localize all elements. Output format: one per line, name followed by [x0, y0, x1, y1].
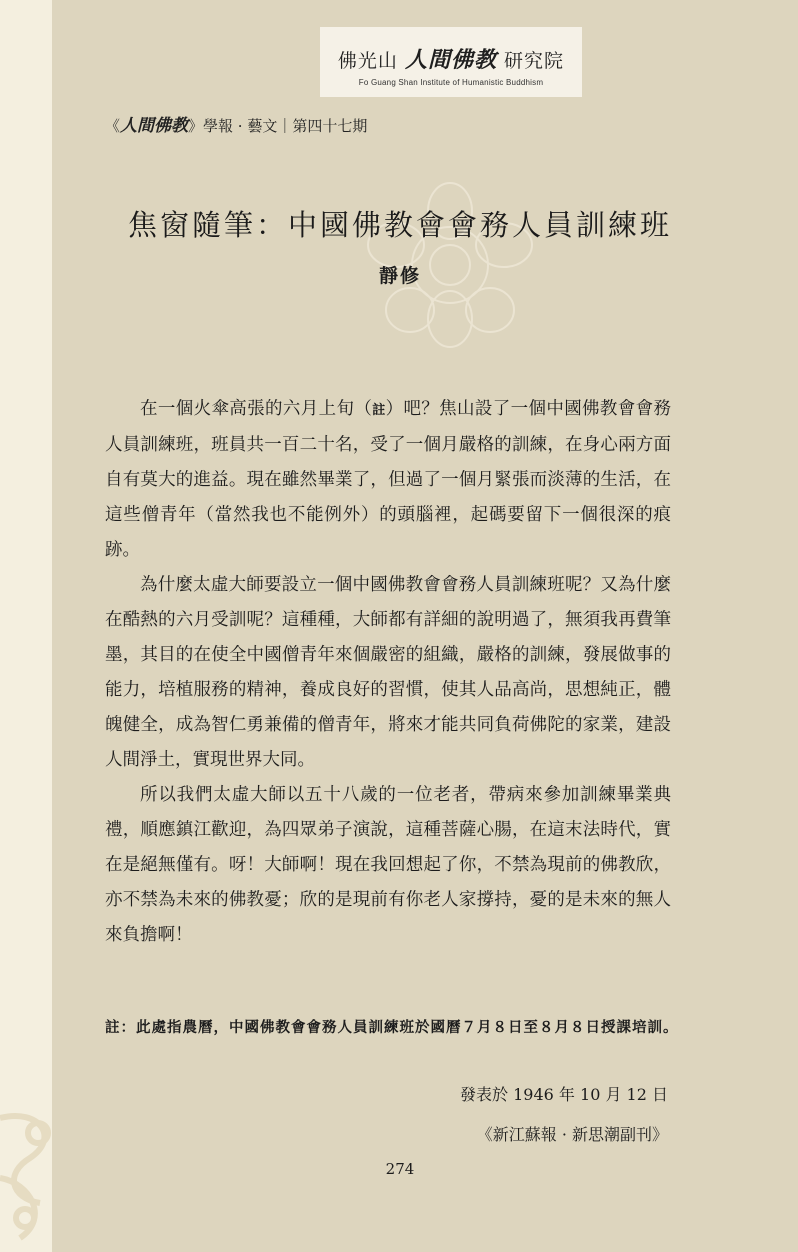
- logo-suffix: 研究院: [504, 50, 565, 72]
- publication-source: 《新江蘇報 · 新思潮副刊》: [476, 1125, 668, 1144]
- left-margin-band: [0, 0, 52, 1252]
- paragraph-1-a: 在一個火傘高張的六月上旬（: [140, 399, 373, 419]
- publication-date: 發表於 1946 年 10 月 12 日: [460, 1085, 668, 1104]
- article-author: 靜修: [378, 265, 421, 287]
- article-body: [105, 392, 671, 953]
- running-head-brand: 人間佛教: [120, 116, 189, 136]
- paragraph-2: 為什麼太虛大師要設立一個中國佛教會會務人員訓練班呢？又為什麼在酷熱的六月受訓呢？這種種，大師都有詳細的說明過了，無須我再費筆墨，其目的在使全中國僧青年來個嚴密的組織，嚴格的訓練，發展做事的能力，培植服務的精神，養成良好的習慣，使其人品高尚，思想純正，體魄健全，成為智仁勇兼備的僧青年，將來才能共同負荷佛陀的家業，建設人間淨土，實現世界大同。: [105, 575, 671, 770]
- footnote: 註：此處指農曆，中國佛教會會務人員訓練班於國曆７月８日至８月８日授課培訓。: [105, 1019, 679, 1036]
- page-number: 274: [385, 1160, 415, 1178]
- running-head-rest: 》學報 · 藝文｜第四十七期: [188, 117, 368, 135]
- institute-logo: [320, 27, 582, 97]
- running-head-open: 《: [105, 117, 121, 135]
- running-head: [105, 111, 367, 136]
- logo-brand: 人間佛教: [404, 47, 497, 73]
- paragraph-3: 所以我們太虛大師以五十八歲的一位老者，帶病來參加訓練畢業典禮，順應鎮江歡迎，為四眾弟子演說，這種菩薩心腸，在這末法時代，實在是絕無僅有。呀！大師啊！現在我回想起了你，不禁為現前的佛教欣，亦不禁為未來的佛教憂；欣的是現前有你老人家撐持，憂的是未來的無人來負擔啊！: [105, 785, 671, 945]
- footnote-marker: 註: [372, 403, 386, 418]
- logo-prefix: 佛光山: [337, 50, 398, 72]
- paragraph-1-b: ）吧？焦山設了一個中國佛教會會務人員訓練班，班員共一百二十名，受了一個月嚴格的訓練，在身心兩方面自有莫大的進益。現在雖然畢業了，但過了一個月緊張而淡薄的生活，在這些僧青年（當然我也不能例外）的頭腦裡，起碼要留下一個很深的痕跡。: [105, 399, 671, 560]
- article-title: 焦窗隨筆：中國佛教會會務人員訓練班: [127, 208, 672, 242]
- paragraph-1: [105, 392, 671, 568]
- logo-english: Fo Guang Shan Institute of Humanistic Buddhism: [358, 78, 544, 87]
